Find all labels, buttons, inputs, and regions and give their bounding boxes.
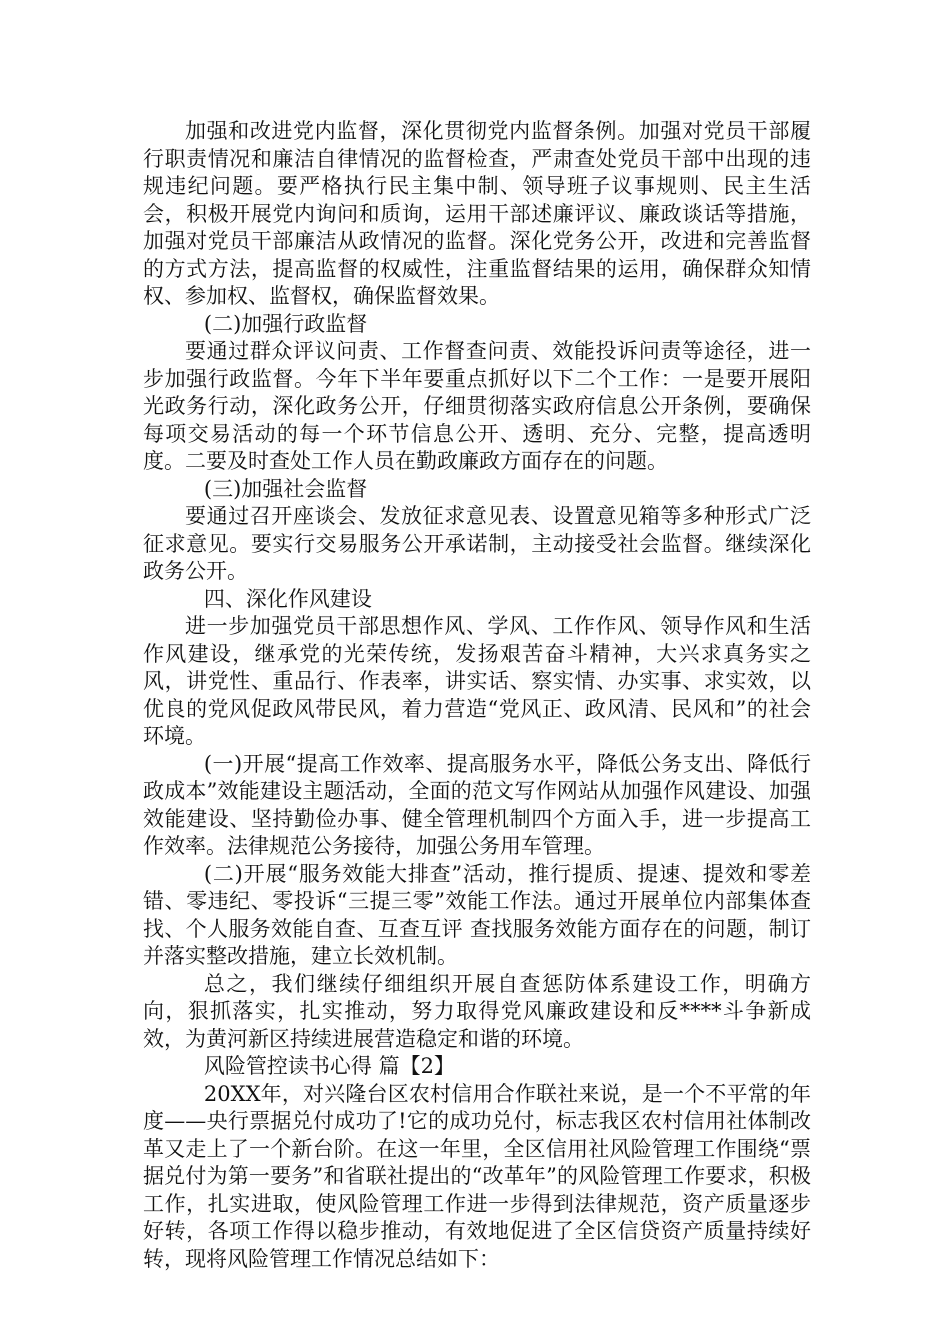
document-body	[143, 118, 811, 1273]
heading-social-supervision: (三)加强社会监督	[203, 476, 368, 501]
paragraph-party-supervision: 加强和改进党内监督，深化贯彻党内监督条例。加强对党员干部履行职责情况和廉洁自律情况的监督检查，严肃查处党员干部中出现的违规违纪问题。要严格执行民主集中制、领导班子议事规则、民主生活会，积极开展党内询问和质询，运用干部述廉评议、廉政谈话等措施，加强对党员干部廉洁从政情况的监督。深化党务公开，改进和完善监督的方式方法，提高监督的权威性，注重监督结果的运用，确保群众知情权、参加权、监督权，确保监督效果。	[143, 119, 811, 308]
heading-work-style: 四、深化作风建设	[203, 586, 372, 611]
paragraph-work-style: 进一步加强党员干部思想作风、学风、工作作风、领导作风和生活作风建设，继承党的光荣传统，发扬艰苦奋斗精神，大兴求真务实之风，讲党性、重品行、作表率，讲实话、察实情、办实事、求实效，以优良的党风促政风带民风，着力营造“党风正、政风清、民风和”的社会环境。	[143, 614, 811, 748]
paragraph-service-check: (二)开展“服务效能大排查”活动，推行提质、提速、提效和零差错、零违纪、零投诉“三提三零”效能工作法。通过开展单位内部集体查找、个人服务效能自查、互查互评 查找服务效能方面存在的问题，制订并落实整改措施，建立长效机制。	[143, 861, 811, 968]
section-title-part-2: 风险管控读书心得 篇【2】	[203, 1054, 455, 1078]
paragraph-efficiency-activity: (一)开展“提高工作效率、提高服务水平，降低公务支出、降低行政成本”效能建设主题活动，全面的范文写作网站从加强作风建设、加强效能建设、坚持勤俭办事、健全管理机制四个方面入手，进一步提高工作效率。法律规范公务接待，加强公务用车管理。	[143, 751, 811, 858]
paragraph-administrative-supervision: 要通过群众评议问责、工作督查问责、效能投诉问责等途径，进一步加强行政监督。今年下半年要重点抓好以下二个工作：一是要开展阳光政务行动，深化政务公开，仔细贯彻落实政府信息公开条例，要确保每项交易活动的每一个环节信息公开、透明、充分、完整，提高透明度。二要及时查处工作人员在勤政廉政方面存在的问题。	[143, 339, 811, 473]
paragraph-summary: 总之，我们继续仔细组织开展自查惩防体系建设工作，明确方向，狠抓落实，扎实推动，努力取得党风廉政建设和反****斗争新成效，为黄河新区持续进展营造稳定和谐的环境。	[143, 971, 811, 1051]
paragraph-risk-management-intro: 20XX年，对兴隆台区农村信用合作联社来说，是一个不平常的年度——央行票据兑付成功了!它的成功兑付，标志我区农村信用社体制改革又走上了一个新台阶。在这一年里，全区信用社风险管理工作围绕“票据兑付为第一要务”和省联社提出的“改革年”的风险管理工作要求，积极工作，扎实进取，使风险管理工作进一步得到法律规范，资产质量逐步好转，各项工作得以稳步推动，有效地促进了全区信贷资产质量持续好转，现将风险管理工作情况总结如下：	[143, 1081, 811, 1271]
paragraph-social-supervision: 要通过召开座谈会、发放征求意见表、设置意见箱等多种形式广泛征求意见。要实行交易服务公开承诺制，主动接受社会监督。继续深化政务公开。	[143, 504, 811, 583]
heading-administrative-supervision: (二)加强行政监督	[203, 311, 368, 336]
